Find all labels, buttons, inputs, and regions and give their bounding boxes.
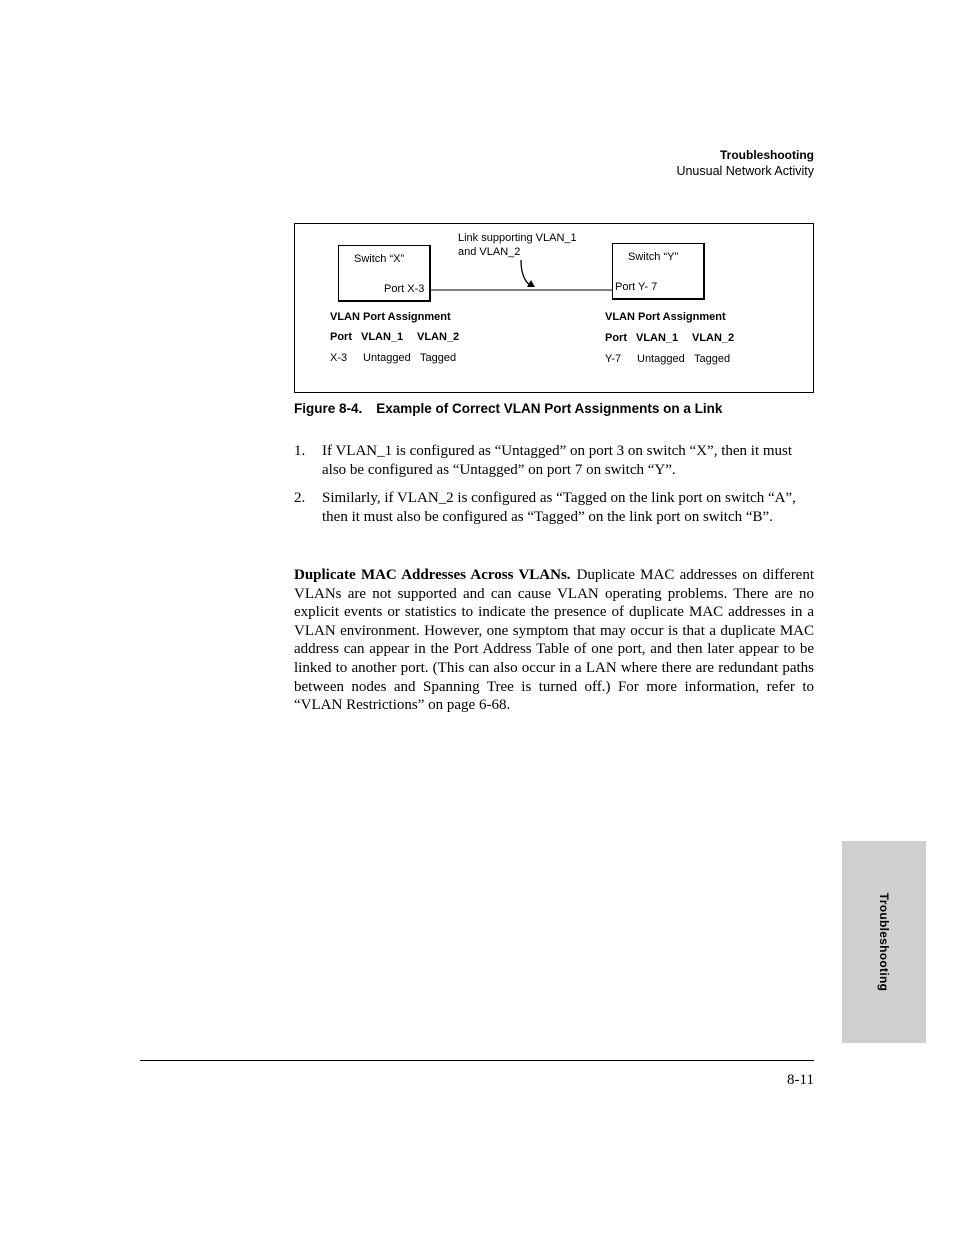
table-x-header-port: Port bbox=[330, 331, 352, 343]
table-y-title: VLAN Port Assignment bbox=[605, 311, 726, 323]
table-x-header-vlan1: VLAN_1 bbox=[361, 331, 404, 343]
paragraph-lead-heading: Duplicate MAC Addresses Across VLANs. bbox=[294, 567, 571, 583]
table-x-cell-vlan2: Tagged bbox=[420, 352, 457, 364]
link-pointer-arrow bbox=[521, 260, 531, 286]
side-tab-label: Troubleshooting bbox=[877, 892, 891, 992]
table-y-header-vlan1: VLAN_1 bbox=[636, 332, 679, 344]
footer-rule bbox=[140, 1060, 814, 1061]
table-y-header-vlan2: VLAN_2 bbox=[692, 332, 735, 344]
table-y-cell-vlan2: Tagged bbox=[694, 353, 731, 365]
figure-caption-title: Example of Correct VLAN Port Assignments on a Link bbox=[376, 401, 723, 416]
list-item bbox=[294, 489, 814, 527]
body-paragraph bbox=[294, 566, 814, 715]
page-number: 8-11 bbox=[787, 1072, 814, 1088]
chapter-side-tab bbox=[842, 841, 926, 1043]
table-x-title: VLAN Port Assignment bbox=[330, 311, 451, 323]
list-item-text: Similarly, if VLAN_2 is configured as “Tagged on the link port on switch “A”, then it must also be configured as “Tagged” on the link port on switch “B”. bbox=[322, 490, 796, 525]
switch-x-port: Port X-3 bbox=[384, 283, 425, 295]
switch-y-label: Switch “Y” bbox=[628, 251, 679, 263]
switch-y-port: Port Y- 7 bbox=[615, 281, 658, 293]
list-item-text: If VLAN_1 is configured as “Untagged” on port 3 on switch “X”, then it must also be configured as “Untagged” on port 7 on switch “Y”. bbox=[322, 443, 793, 478]
switch-y-box bbox=[612, 243, 705, 300]
table-y-cell-vlan1: Untagged bbox=[637, 353, 685, 365]
table-y-header-port: Port bbox=[605, 332, 627, 344]
table-x-header-vlan2: VLAN_2 bbox=[417, 331, 460, 343]
running-header-subsection: Unusual Network Activity bbox=[676, 164, 814, 178]
table-x-cell-vlan1: Untagged bbox=[363, 352, 411, 364]
list-item-number: 1. bbox=[294, 443, 306, 459]
switch-x-label: Switch “X” bbox=[354, 253, 405, 265]
figure-caption bbox=[294, 401, 722, 416]
running-header-section: Troubleshooting bbox=[720, 148, 814, 162]
link-label-line1: Link supporting VLAN_1 bbox=[458, 232, 577, 244]
paragraph-body: Duplicate MAC addresses on different VLANs are not supported and can cause VLAN operating problems. There are no explicit events or statistics to indicate the presence of duplicate MAC addresses in a VLAN environment. However, one symptom that may occur is that a duplicate MAC address can appear in the Port Address Table of one port, and then later appear to be linked to another port. (This can also occur in a LAN where there are redundant paths between nodes and Spanning Tree is turned off.) For more information, refer to “VLAN Restrictions” on page 6-68. bbox=[294, 567, 815, 714]
list-item-number: 2. bbox=[294, 490, 306, 506]
table-y-cell-port: Y-7 bbox=[605, 353, 622, 365]
switch-x-box bbox=[338, 245, 431, 302]
figure-caption-number: Figure 8-4. bbox=[294, 401, 363, 416]
list-item bbox=[294, 442, 814, 480]
link-label-line2: and VLAN_2 bbox=[458, 246, 521, 258]
vlan-figure bbox=[294, 223, 814, 393]
table-x-cell-port: X-3 bbox=[330, 352, 348, 364]
